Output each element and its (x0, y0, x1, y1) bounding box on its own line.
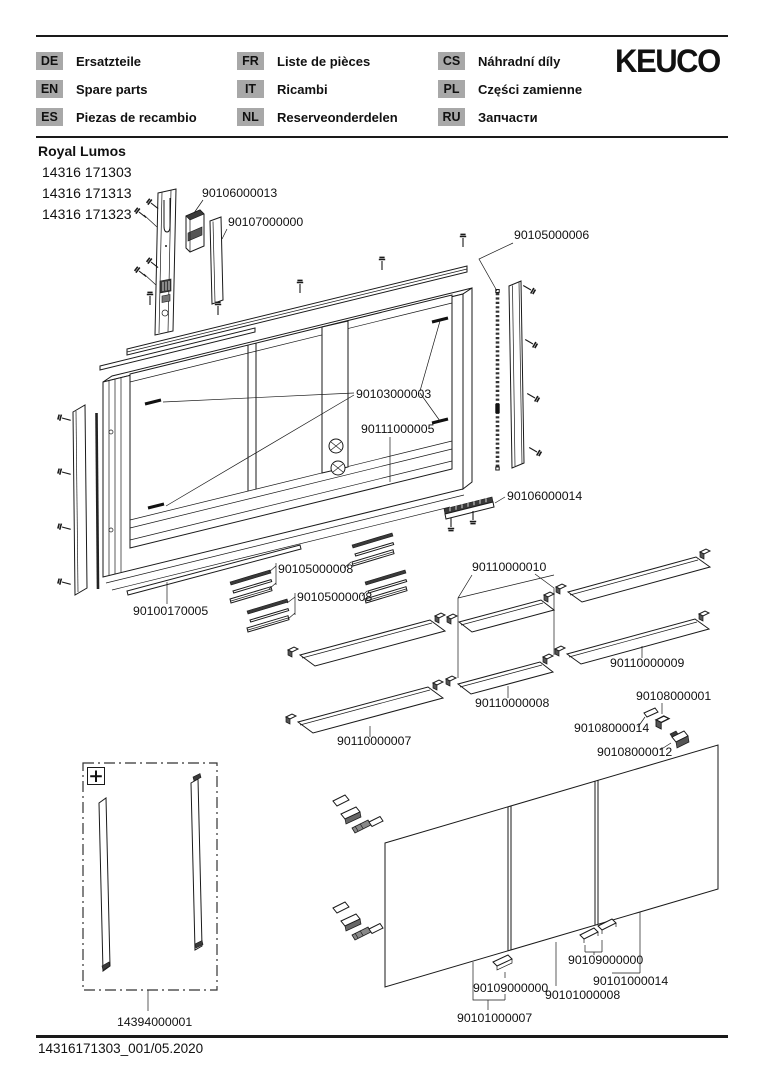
lang-row-es (36, 107, 197, 127)
document-reference: 14316171303_001/05.2020 (38, 1041, 204, 1056)
terminal-strip (444, 497, 505, 531)
part-label-90107000000: 90107000000 (228, 215, 304, 229)
lang-badge-ru: RU (438, 108, 465, 126)
part-label-90108000012: 90108000012 (597, 745, 673, 759)
part-label-90110000010: 90110000010 (472, 560, 547, 574)
lang-badge-fr: FR (237, 52, 264, 70)
header-top-rule (36, 35, 728, 37)
side-profile-right (509, 281, 542, 468)
glass-shelf (286, 680, 443, 737)
lang-label-en: Spare parts (76, 81, 148, 97)
wall-mounting-plate (134, 189, 176, 335)
lang-row-pl (438, 79, 582, 99)
part-label-90105000008-a: 90105000008 (278, 562, 354, 576)
product-series-title: Royal Lumos (38, 143, 126, 159)
part-label-90108000001: 90108000001 (636, 689, 712, 703)
electronic-module (186, 210, 204, 252)
model-number: 14316 171323 (42, 206, 132, 222)
part-label-90100170005: 90100170005 (133, 604, 209, 618)
cover-strip (210, 217, 223, 304)
part-label-90108000014: 90108000014 (574, 721, 650, 735)
model-number: 14316 171303 (42, 164, 132, 180)
part-label-90106000013: 90106000013 (202, 186, 278, 200)
led-light-strip (495, 290, 499, 471)
footer-rule (36, 1035, 728, 1038)
accessory-kit-box (83, 763, 217, 1011)
lang-badge-de: DE (36, 52, 63, 70)
part-label-90110000009: 90110000009 (610, 656, 685, 670)
lang-row-ru (438, 107, 538, 127)
lang-label-cs: Náhradní díly (478, 53, 561, 69)
part-label-90103000003: 90103000003 (356, 387, 432, 401)
lang-badge-en: EN (36, 80, 63, 98)
lang-badge-pl: PL (438, 80, 465, 98)
part-label-90111000005: 90111000005 (361, 422, 435, 436)
part-label-90105000008-b: 90105000008 (297, 590, 373, 604)
part-label-90109000000-b: 90109000000 (568, 953, 644, 967)
glass-shelf (447, 592, 554, 632)
lang-label-ru: Запчасти (478, 109, 538, 125)
lang-row-it (237, 79, 328, 99)
lang-badge-cs: CS (438, 52, 465, 70)
keuco-logo: KEUCO (615, 43, 720, 79)
part-label-90101000008: 90101000008 (545, 988, 621, 1002)
lang-badge-it: IT (237, 80, 264, 98)
mirror-door-assembly (385, 745, 718, 987)
lang-row-cs (438, 51, 560, 71)
model-number: 14316 171313 (42, 185, 132, 201)
part-label-14394000001: 14394000001 (117, 1015, 193, 1029)
lang-label-es: Piezas de recambio (76, 109, 197, 125)
hinge-set (333, 902, 383, 940)
profile-strip-set (230, 533, 407, 632)
glass-shelf (446, 654, 553, 698)
lang-badge-es: ES (36, 108, 63, 126)
lang-row-de (36, 51, 141, 71)
exploded-parts-diagram (0, 140, 763, 1046)
lang-label-it: Ricambi (277, 81, 328, 97)
hinge-set (333, 795, 383, 833)
lang-label-de: Ersatzteile (76, 53, 142, 69)
part-label-90110000008: 90110000008 (475, 696, 550, 710)
part-label-90106000014: 90106000014 (507, 489, 583, 503)
glass-shelf (556, 549, 710, 602)
lang-label-pl: Części zamienne (478, 81, 583, 97)
lang-row-nl (237, 107, 398, 127)
glass-shelf (288, 613, 445, 666)
part-label-90110000007: 90110000007 (337, 734, 412, 748)
lang-label-nl: Reserveonderdelen (277, 109, 398, 125)
part-label-90101000014: 90101000014 (593, 974, 669, 988)
header-bottom-rule (36, 136, 728, 138)
lang-badge-nl: NL (237, 108, 264, 126)
lang-label-fr: Liste de pièces (277, 53, 371, 69)
part-label-90105000006: 90105000006 (514, 228, 590, 242)
part-label-90109000000-a: 90109000000 (473, 981, 549, 995)
lang-row-fr (237, 51, 370, 71)
side-profile-left (58, 405, 98, 595)
part-label-90101000007: 90101000007 (457, 1011, 533, 1025)
lang-row-en (36, 79, 148, 99)
